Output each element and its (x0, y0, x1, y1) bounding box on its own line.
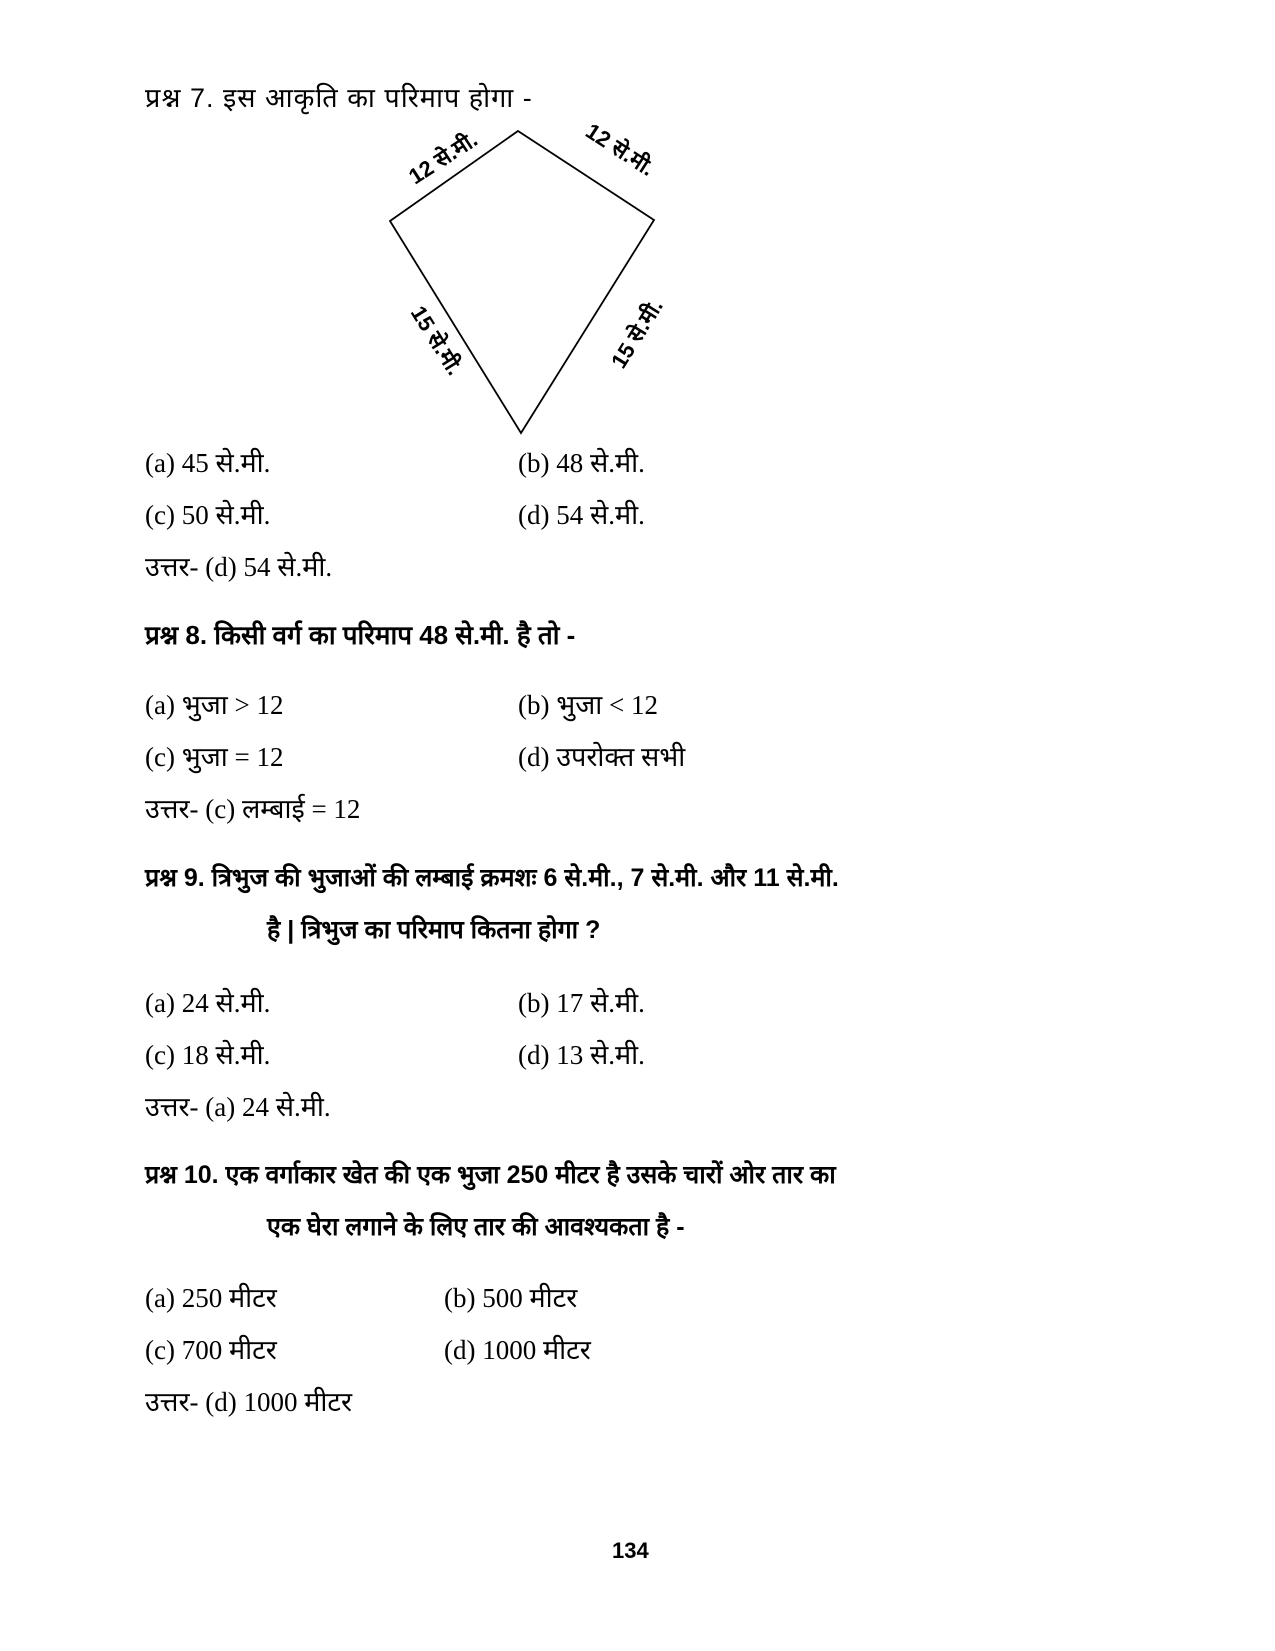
q10-title-line1: प्रश्न 10. एक वर्गाकार खेत की एक भुजा 250 मीटर है उसके चारों ओर तार का (145, 1161, 836, 1189)
q7-option-a: (a) 45 से.मी. (145, 448, 271, 478)
q9-title-line2: है | त्रिभुज का परिमाप कितना होगा ? (267, 916, 601, 944)
q9-answer: उत्तर- (a) 24 से.मी. (145, 1092, 331, 1122)
q7-answer: उत्तर- (d) 54 से.मी. (145, 552, 333, 582)
kite-label-top-left: 12 से.मी. (404, 126, 482, 190)
q10-answer: उत्तर- (d) 1000 मीटर (145, 1387, 353, 1417)
q7-title: प्रश्न 7. इस आकृति का परिमाप होगा - (145, 83, 533, 113)
q7-option-c: (c) 50 से.मी. (145, 500, 271, 530)
q9-option-a: (a) 24 से.मी. (145, 988, 271, 1018)
q9-title-line1: प्रश्न 9. त्रिभुज की भुजाओं की लम्बाई क्रमशः 6 से.मी., 7 से.मी. और 11 से.मी. (145, 864, 839, 892)
q10-option-b: (b) 500 मीटर (444, 1283, 578, 1313)
kite-figure (0, 0, 1275, 440)
q8-answer: उत्तर- (c) लम्बाई = 12 (145, 794, 361, 824)
q9-option-b: (b) 17 से.मी. (518, 988, 645, 1018)
kite-label-bottom-left: 15 से.मी. (405, 301, 468, 380)
q10-option-c: (c) 700 मीटर (145, 1335, 277, 1365)
q7-option-d: (d) 54 से.मी. (518, 500, 645, 530)
q10-title-line2: एक घेरा लगाने के लिए तार की आवश्यकता है - (267, 1213, 685, 1241)
q8-option-d: (d) उपरोक्त सभी (518, 742, 686, 772)
kite-label-bottom-right: 15 से.मी. (606, 294, 668, 373)
q10-option-a: (a) 250 मीटर (145, 1283, 277, 1313)
q9-option-d: (d) 13 से.मी. (518, 1040, 645, 1070)
q7-option-b: (b) 48 से.मी. (518, 448, 645, 478)
q10-option-d: (d) 1000 मीटर (444, 1335, 591, 1365)
kite-label-top-right: 12 से.मी. (581, 118, 660, 181)
q8-option-b: (b) भुजा < 12 (518, 690, 658, 720)
q8-option-c: (c) भुजा = 12 (145, 742, 284, 772)
q8-title: प्रश्न 8. किसी वर्ग का परिमाप 48 से.मी. है तो - (145, 620, 576, 650)
q9-option-c: (c) 18 से.मी. (145, 1040, 271, 1070)
page-number: 134 (612, 1538, 649, 1563)
q8-option-a: (a) भुजा > 12 (145, 690, 284, 720)
